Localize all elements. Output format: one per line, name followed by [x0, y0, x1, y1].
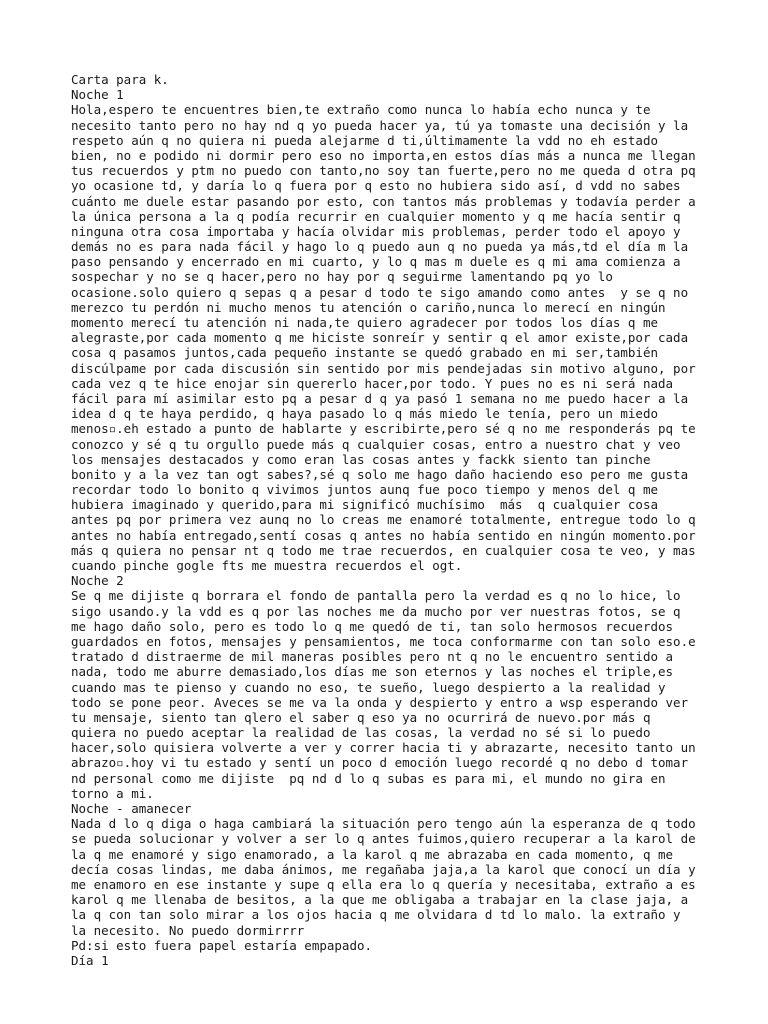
text-line: me hago daño solo, pero es todo lo q me quedó de ti, tan solo hermosos recuerdos [71, 618, 674, 634]
text-line: bien, no e podido ni dormir pero eso no importa,en estos días más a nunca me llegan [71, 147, 696, 163]
text-line: cuando pinche gogle fts me muestra recuerdos el ogt. [71, 558, 463, 573]
text-line: necesito tanto pero no hay nd q yo pueda hacer ya, tú ya tomaste una decisión y la [71, 117, 689, 133]
text-line: cosa q pasamos juntos,cada pequeño instante se quedó grabado en mi ser,también [71, 345, 658, 361]
text-line: todo se pone peor. Aveces se me va la onda y despierto y entro a wsp esperando ver [71, 694, 689, 710]
text-line: se pueda solucionar y volver a ser lo q antes fuimos,quiero recuperar a la karol de [71, 831, 696, 847]
text-line: tratado d distraerme de mil maneras posibles pero nt q no le encuentro sentido a [71, 649, 674, 665]
text-line: Noche 2 [71, 573, 124, 589]
text-line: tus recuerdos y ptm no puedo con tanto,no soy tan fuerte,pero no me queda d otra pq [71, 163, 696, 179]
text-line: fácil para mí asimilar esto pq a pesar d q ya pasó 1 semana no me puedo hacer a la [71, 390, 689, 406]
text-line: torno a mi. [71, 785, 154, 801]
text-line: la q con tan solo mirar a los ojos hacia q me olvidara d td lo malo. la extraño y [71, 907, 681, 923]
text-line: cada vez q te hice enojar sin quererlo hacer,por todo. Y pues no es ni será nada [71, 375, 674, 391]
text-line: menos▫.eh estado a punto de hablarte y escribirte,pero sé q no me responderás pq te [71, 421, 696, 437]
text-line: discúlpame por cada discusión sin sentido por mis pendejadas sin motivo alguno, por [71, 360, 696, 376]
text-line: ninguna otra cosa importaba y hacía olvidar mis problemas, perder todo el apoyo y [71, 223, 681, 239]
text-line: demás no es para nada fácil y hago lo q puedo aun q no pueda ya más,td el día m la [71, 239, 689, 255]
text-line: Noche 1 [71, 87, 124, 103]
text-line: Se q me dijiste q borrara el fondo de pantalla pero la verdad es q no lo hice, lo [71, 588, 681, 604]
text-line: respeto aún q no quiera ni pueda alejarme d ti,últimamente la vdd no eh estado [71, 132, 658, 148]
text-line: nada, todo me aburre demasiado,los días me son eternos y las noches el triple,es [71, 664, 674, 680]
text-line: Día 1 [71, 952, 109, 968]
text-line: yo ocasione td, y daría lo q fuera por q esto no hubiera sido así, d vdd no sabes [71, 178, 681, 194]
text-line: paso pensando y encerrado en mi cuarto, y lo q mas m duele es q mi ama comienza a [71, 254, 681, 270]
text-line: abrazo▫.hoy vi tu estado y sentí un poco d emoción luego recordé q no debo d tomar [71, 755, 689, 771]
text-line: Hola,espero te encuentres bien,te extraño como nunca lo había echo nunca y te [71, 102, 651, 118]
text-line: Noche - amanecer [71, 801, 192, 816]
text-line: ocasione.solo quiero q sepas q a pesar d todo te sigo amando como antes y se q no [71, 284, 689, 300]
text-line: quiera no puedo aceptar la realidad de las cosas, la verdad no sé si lo puedo [71, 725, 651, 741]
text-line: más q quiera no pensar nt q todo me trae recuerdos, en cualquier cosa te veo, y mas [71, 542, 696, 558]
text-line: sigo usando.y la vdd es q por las noches me da mucho por ver nuestras fotos, se q [71, 603, 681, 619]
text-line: conozco y sé q tu orgullo puede más q cualquier cosas, entro a nuestro chat y veo [71, 436, 681, 452]
text-line: bonito y a la vez tan ogt sabes?,sé q solo me hago daño haciendo eso pero me gusta [71, 466, 689, 482]
text-line: tu mensaje, siento tan qlero el saber q eso ya no ocurrirá de nuevo.por más q [71, 709, 651, 725]
text-line: la necesito. No puedo dormirrrr [71, 922, 305, 938]
text-line: Pd:si esto fuera papel estaría empapado. [71, 937, 373, 953]
text-line: la q me enamoré y sigo enamorado, a la karol q me abrazaba en cada momento, q me [71, 846, 674, 862]
text-line: cuánto me duele estar pasando por esto, con tantos más problemas y todavía perder a [71, 193, 696, 209]
text-line: los mensajes destacados y como eran las cosas antes y fackk siento tan pinche [71, 451, 651, 467]
text-line: hubiera imaginado y querido,para mi significó muchísimo más q cualquier cosa [71, 497, 658, 513]
text-line: merezco tu perdón ni mucho menos tu atención o cariño,nunca lo merecí en ningún [71, 299, 666, 315]
text-line: nd personal como me dijiste pq nd d lo q subas es para mi, el mundo no gira en [71, 770, 666, 786]
text-line: antes no había entregado,sentí cosas q antes no había sentido en ningún momento.por [71, 527, 696, 543]
letter-text [71, 72, 731, 968]
text-line: Nada d lo q diga o haga cambiará la situación pero tengo aún la esperanza de q todo [71, 816, 696, 832]
text-line: recordar todo lo bonito q vivimos juntos aunq fue poco tiempo y menos del q me [71, 482, 658, 498]
text-line: momento merecí tu atención ni nada,te quiero agradecer por todos los días q me [71, 315, 658, 330]
text-line: guardados en fotos, mensajes y pensamientos, me toca conformarme con tan solo eso.e [71, 633, 696, 649]
text-line: cuando mas te pienso y cuando no eso, te sueño, luego despierto a la realidad y [71, 679, 666, 695]
text-line: idea d q te haya perdido, q haya pasado lo q más miedo le tenía, pero un miedo [71, 406, 658, 422]
text-line: me enamoro en ese instante y supe q ella era lo q quería y necesitaba, extraño a es [71, 876, 696, 892]
text-line: antes pq por primera vez aunq no lo creas me enamoré totalmente, entregue todo lo q [71, 512, 696, 528]
text-line: sospechar y no se q hacer,pero no hay por q seguirme lamentando pq yo lo [71, 269, 613, 285]
text-line: Carta para k. [71, 72, 169, 87]
text-line: la única persona a la q podía recurrir en cualquier momento y q me hacía sentir q [71, 208, 681, 224]
text-line: decía cosas lindas, me daba ánimos, me regañaba jaja,a la karol que conocí un día y [71, 861, 696, 877]
text-line: karol q me llenaba de besitos, a la que me obligaba a trabajar en la clase jaja, a [71, 892, 689, 908]
text-line: hacer,solo quisiera volverte a ver y correr hacia ti y abrazarte, necesito tanto un [71, 740, 696, 756]
text-line: alegraste,por cada momento q me hiciste sonreír y sentir q el amor existe,por cada [71, 330, 689, 346]
